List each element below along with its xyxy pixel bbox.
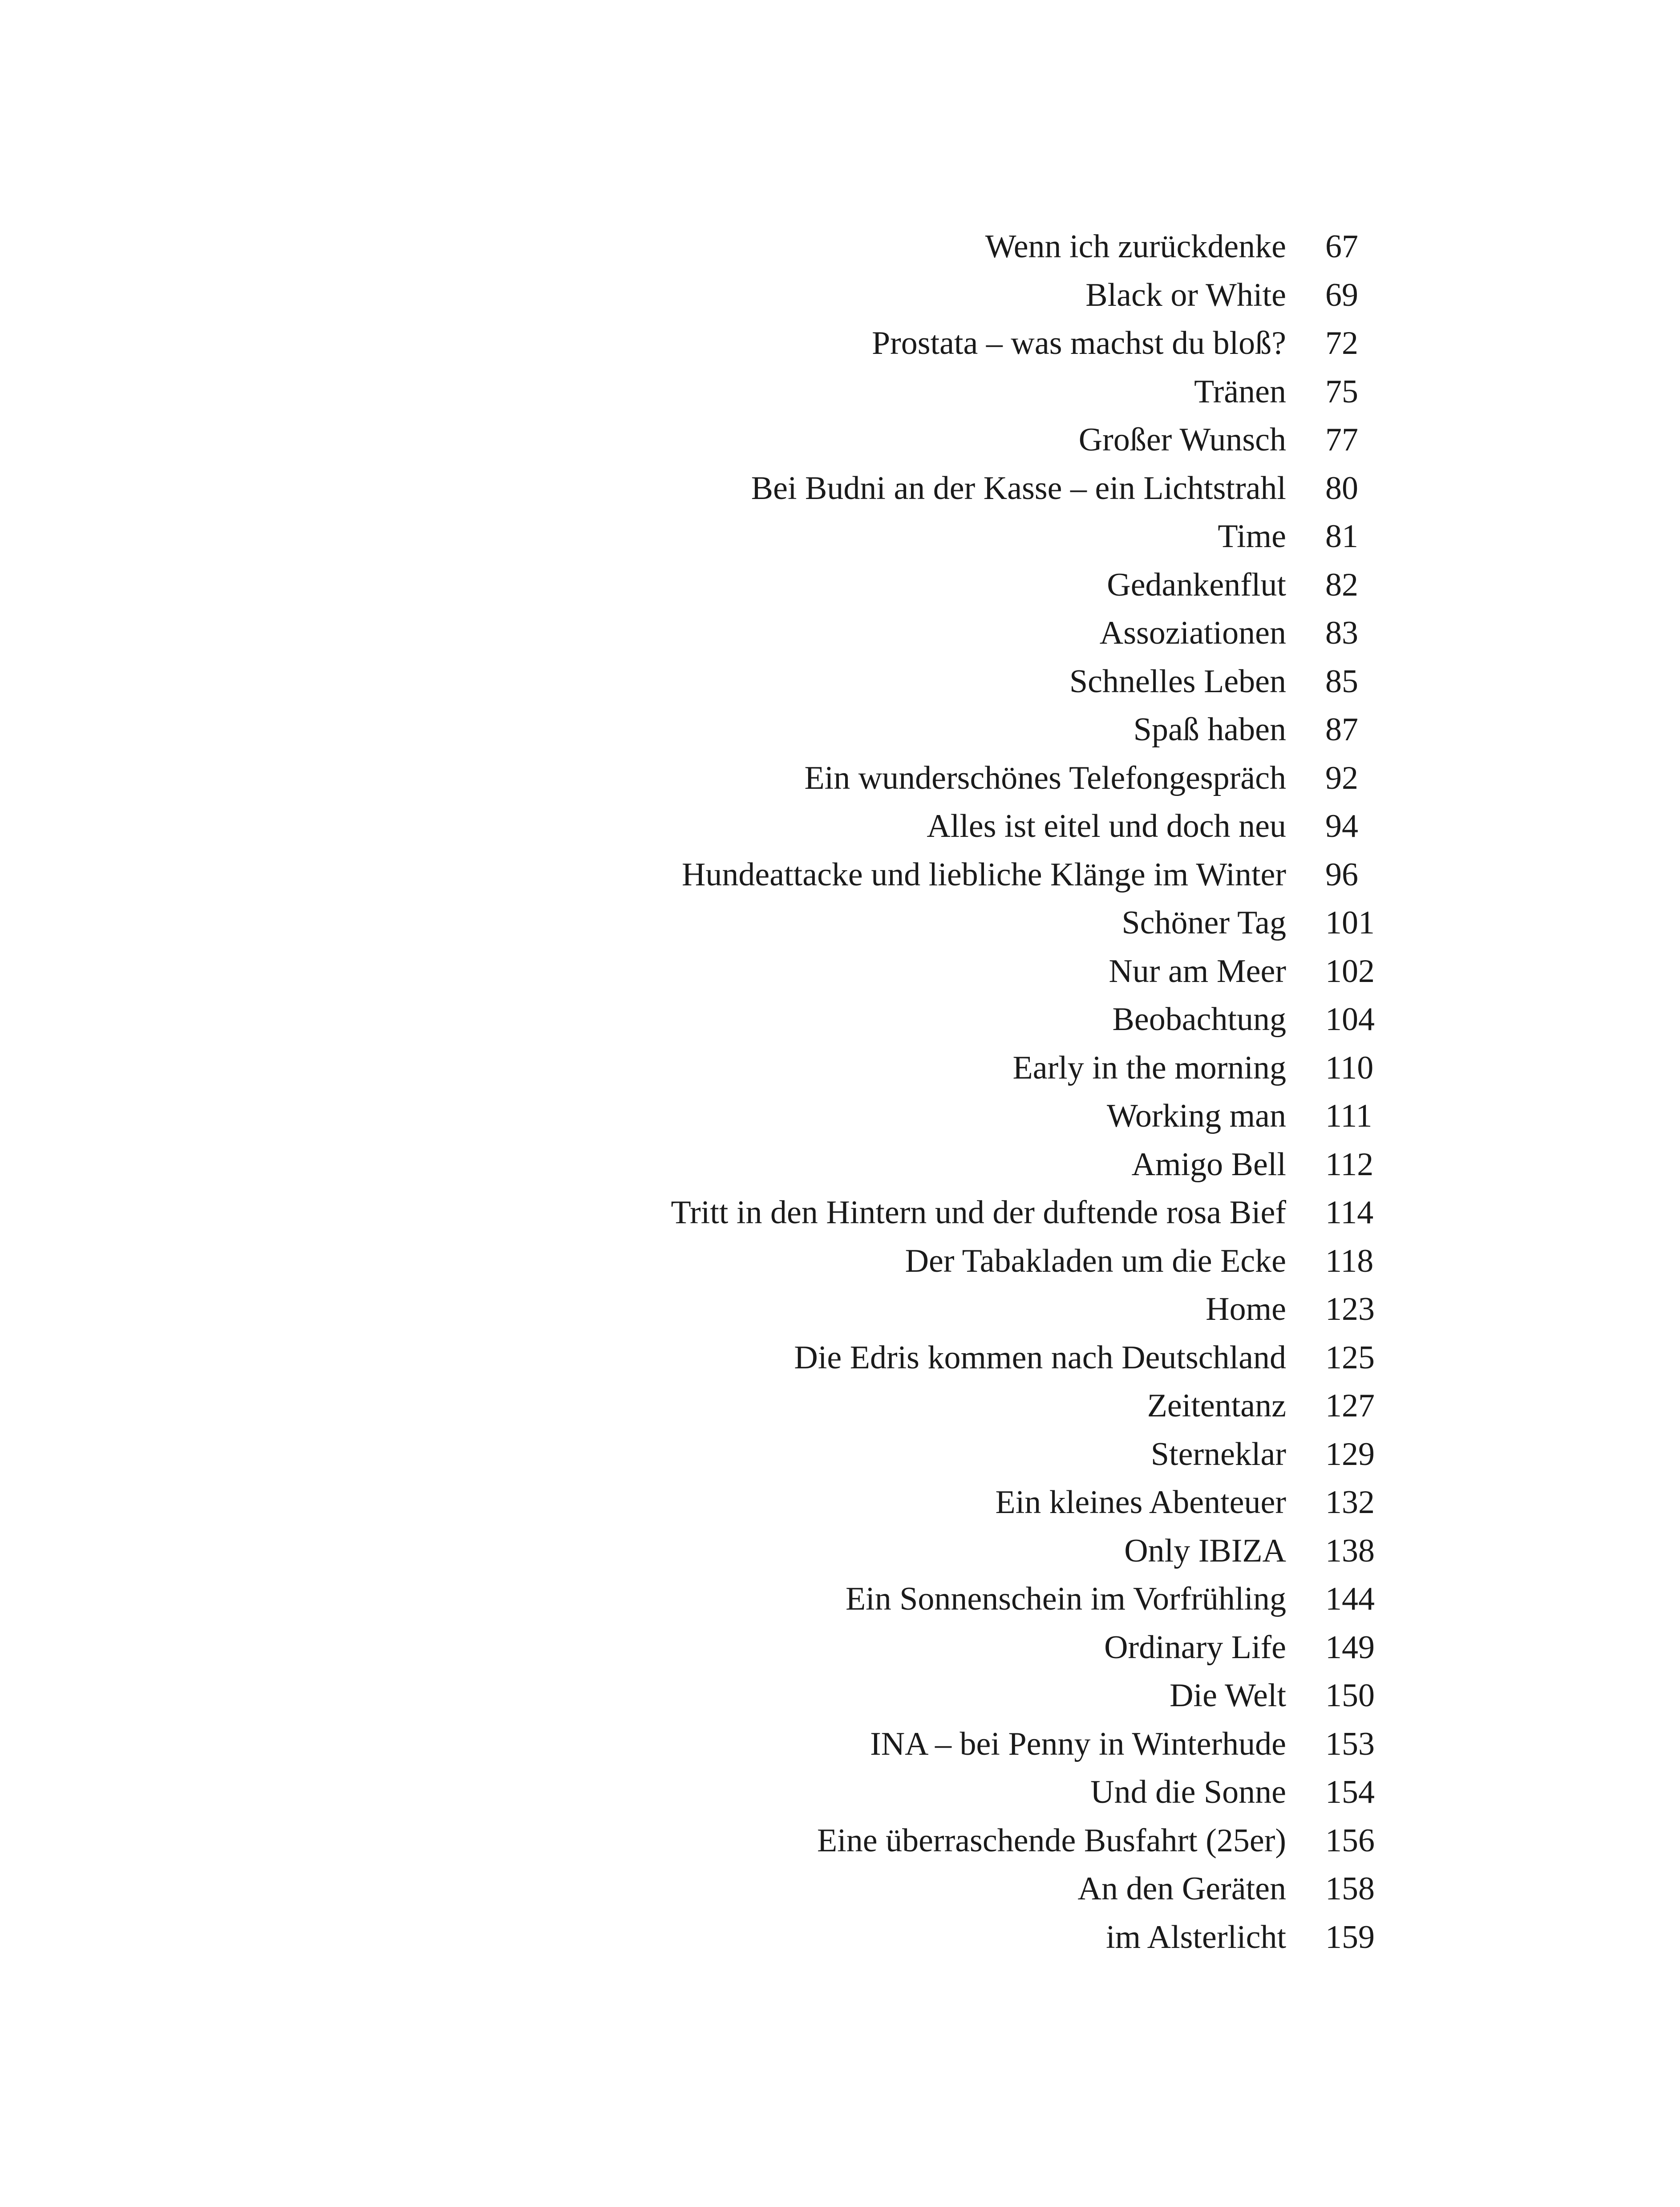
toc-entry-title: Wenn ich zurückdenke — [985, 228, 1286, 265]
toc-entry-title: Hundeattacke und liebliche Klänge im Winter — [681, 856, 1286, 893]
toc-entry-page: 138 — [1325, 1532, 1375, 1569]
toc-entry-page: 114 — [1325, 1194, 1374, 1231]
toc-entry-page: 112 — [1325, 1146, 1374, 1183]
toc-entry-page: 77 — [1325, 422, 1358, 458]
toc-entry — [0, 319, 1680, 368]
toc-entry — [0, 368, 1680, 416]
toc-entry — [0, 1623, 1680, 1672]
toc-entry — [0, 1334, 1680, 1382]
toc-entry-title: Eine überraschende Busfahrt (25er) — [817, 1822, 1286, 1859]
toc-entry-title: Nur am Meer — [1109, 953, 1286, 990]
toc-entry — [0, 1478, 1680, 1527]
toc-entry-page: 125 — [1325, 1339, 1375, 1376]
toc-entry-title: Gedankenflut — [1107, 566, 1286, 603]
toc-entry-title: Working man — [1106, 1098, 1286, 1134]
toc-entry-title: Die Edris kommen nach Deutschland — [794, 1339, 1286, 1376]
toc-entry — [0, 706, 1680, 754]
toc-entry-title: Home — [1206, 1291, 1286, 1327]
toc-entry-page: 111 — [1325, 1098, 1372, 1134]
toc-entry-page: 144 — [1325, 1581, 1375, 1617]
toc-entry-page: 159 — [1325, 1919, 1375, 1955]
toc-entry-title: Und die Sonne — [1090, 1774, 1286, 1810]
toc-entry — [0, 657, 1680, 706]
toc-entry-page: 72 — [1325, 325, 1358, 361]
toc-entry-title: Ordinary Life — [1104, 1629, 1286, 1666]
toc-entry — [0, 271, 1680, 320]
toc-entry — [0, 947, 1680, 996]
toc-entry-title: Only IBIZA — [1124, 1532, 1286, 1569]
toc-entry-title: Amigo Bell — [1131, 1146, 1286, 1183]
toc-entry-title: Early in the morning — [1012, 1049, 1286, 1086]
toc-entry — [0, 995, 1680, 1044]
toc-entry — [0, 1237, 1680, 1286]
toc-entry — [0, 464, 1680, 513]
toc-entry-page: 87 — [1325, 711, 1358, 748]
toc-entry-title: Die Welt — [1170, 1677, 1286, 1714]
toc-entry-page: 154 — [1325, 1774, 1375, 1810]
toc-entry — [0, 1285, 1680, 1334]
toc-entry-title: Prostata – was machst du bloß? — [872, 325, 1286, 361]
toc-entry-page: 80 — [1325, 470, 1358, 507]
toc-entry-title: Der Tabakladen um die Ecke — [905, 1242, 1286, 1279]
toc-entry-page: 85 — [1325, 663, 1358, 700]
toc-entry — [0, 754, 1680, 803]
toc-entry — [0, 1382, 1680, 1430]
toc-entry — [0, 512, 1680, 561]
toc-entry-page: 153 — [1325, 1725, 1375, 1762]
toc-entry-page: 81 — [1325, 518, 1358, 555]
toc-entry — [0, 1768, 1680, 1817]
toc-entry-page: 156 — [1325, 1822, 1375, 1859]
toc-entry-page: 123 — [1325, 1291, 1375, 1327]
toc-entry-page: 129 — [1325, 1436, 1375, 1473]
toc-entry — [0, 1575, 1680, 1623]
toc-entry-page: 94 — [1325, 808, 1358, 844]
toc-entry-title: Großer Wunsch — [1078, 422, 1286, 458]
toc-entry-page: 82 — [1325, 566, 1358, 603]
toc-entry — [0, 851, 1680, 899]
toc-entry-title: Tränen — [1194, 373, 1286, 410]
toc-entry-page: 127 — [1325, 1387, 1375, 1424]
toc-entry-title: Assoziationen — [1099, 615, 1286, 651]
toc-entry-page: 118 — [1325, 1242, 1374, 1279]
toc-entry-title: Time — [1218, 518, 1286, 555]
toc-entry-title: INA – bei Penny in Winterhude — [870, 1725, 1286, 1762]
toc-entry — [0, 561, 1680, 609]
toc-entry — [0, 1671, 1680, 1720]
toc-entry-title: An den Geräten — [1077, 1870, 1286, 1907]
toc-entry-title: Ein Sonnenschein im Vorfrühling — [845, 1581, 1286, 1617]
toc-entry — [0, 1092, 1680, 1140]
toc-entry-page: 69 — [1325, 276, 1358, 313]
toc-entry-title: Zeitentanz — [1147, 1387, 1286, 1424]
toc-entry-title: Spaß haben — [1133, 711, 1286, 748]
toc-entry-title: im Alsterlicht — [1106, 1919, 1286, 1955]
table-of-contents — [0, 223, 1680, 1961]
toc-entry-title: Schnelles Leben — [1069, 663, 1286, 700]
toc-entry-title: Ein wunderschönes Telefongespräch — [804, 759, 1286, 796]
toc-entry-page: 96 — [1325, 856, 1358, 893]
toc-entry — [0, 1720, 1680, 1769]
toc-entry — [0, 1189, 1680, 1237]
toc-entry-title: Ein kleines Abenteuer — [995, 1484, 1286, 1521]
toc-entry-page: 110 — [1325, 1049, 1374, 1086]
toc-entry — [0, 1430, 1680, 1479]
toc-entry-page: 102 — [1325, 953, 1375, 990]
toc-entry-page: 149 — [1325, 1629, 1375, 1666]
toc-entry — [0, 1913, 1680, 1962]
toc-entry — [0, 609, 1680, 657]
toc-entry — [0, 1865, 1680, 1913]
toc-entry-title: Sterneklar — [1150, 1436, 1286, 1473]
toc-entry-title: Schöner Tag — [1121, 905, 1286, 941]
toc-entry-page: 67 — [1325, 228, 1358, 265]
toc-entry-page: 132 — [1325, 1484, 1375, 1521]
toc-entry — [0, 802, 1680, 851]
toc-entry — [0, 1140, 1680, 1189]
toc-entry-title: Bei Budni an der Kasse – ein Lichtstrahl — [751, 470, 1286, 507]
toc-entry-page: 75 — [1325, 373, 1358, 410]
toc-entry-page: 92 — [1325, 759, 1358, 796]
toc-entry-page: 83 — [1325, 615, 1358, 651]
toc-entry-page: 158 — [1325, 1870, 1375, 1907]
toc-entry-page: 150 — [1325, 1677, 1375, 1714]
toc-entry — [0, 416, 1680, 464]
toc-entry-title: Alles ist eitel und doch neu — [927, 808, 1286, 844]
toc-entry — [0, 1044, 1680, 1092]
toc-entry-page: 104 — [1325, 1001, 1375, 1038]
toc-entry — [0, 1817, 1680, 1865]
toc-entry — [0, 899, 1680, 947]
toc-entry-title: Black or White — [1085, 276, 1286, 313]
toc-entry-title: Tritt in den Hintern und der duftende rosa Bief — [671, 1194, 1286, 1231]
toc-entry — [0, 1527, 1680, 1575]
toc-entry — [0, 223, 1680, 271]
toc-entry-page: 101 — [1325, 905, 1375, 941]
toc-entry-title: Beobachtung — [1112, 1001, 1286, 1038]
